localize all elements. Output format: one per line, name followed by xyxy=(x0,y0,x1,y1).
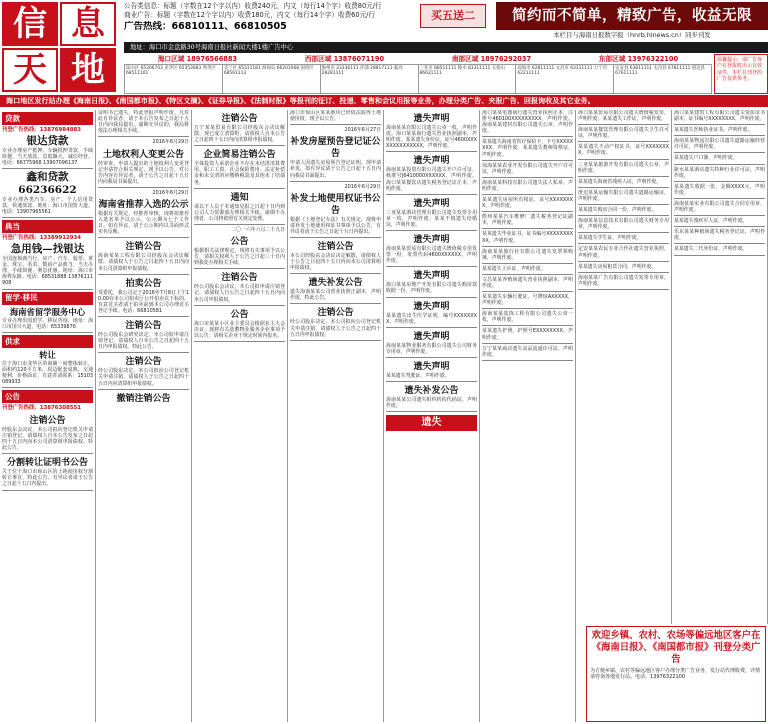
notice-body: 某某遗失残疾军人证，声明作废。 xyxy=(674,218,748,225)
notice-title: 注销公告 xyxy=(221,273,258,284)
office-region: 海口区域 18976566883 xyxy=(157,55,238,63)
notice-body: 某某遗失驾驶证，声明作废。 xyxy=(386,372,450,379)
notice-body: 万宁某某商店遗失食品流通许可证，声明作废。 xyxy=(482,345,573,358)
divider xyxy=(674,152,765,153)
notice-title: 遗失补发公告 xyxy=(404,385,459,396)
notice-body: 经公司股东决定，本公司拟向公司登记机关申请注销，请债权人于公告之日起四十五日内向清算组申报债权。 xyxy=(98,368,189,387)
divider xyxy=(482,325,573,326)
divider xyxy=(674,135,765,136)
ad-phone-line: 刊登广告热线：13389912934 xyxy=(2,235,81,242)
section-header: 公告 xyxy=(2,390,93,403)
column-8 xyxy=(672,110,768,624)
notice-title: 分割转让证明书公告 xyxy=(6,458,88,469)
rate-info xyxy=(124,2,416,40)
divider xyxy=(386,151,477,152)
divider xyxy=(482,246,573,247)
office-cell: 定安县 63811111 屯昌县 67811111 澄迈县 67611111 xyxy=(614,65,712,94)
notice-body: 定安某某农民专业合作社遗失营业执照，声明作废。 xyxy=(578,246,669,259)
notice-body: 儋州某某汽车维修厂遗失税务登记证副本，声明作废。 xyxy=(482,214,573,227)
promo-title: 欢迎乡镇、农村、农场等偏远地区客户在《海南日报》、《南国都市报》刊登分类广告 xyxy=(591,630,761,665)
divider xyxy=(482,211,573,212)
notice-body: 三亚某某酒店管理有限公司遗失发票专用章一枚，声明作废。某某不慎遗失结婚证，声明作废。 xyxy=(386,209,477,228)
divider xyxy=(98,316,189,317)
notice-body: 海南某某餐饮管理有限公司遗失卫生许可证，声明作废。 xyxy=(578,127,669,140)
address-band: 地址：海口市金盘路30号海南日报社新闻大楼1楼广告中心 xyxy=(124,42,768,53)
office-regions xyxy=(124,54,712,64)
divider xyxy=(2,289,93,290)
ad-title: 鑫和贷款66236622 xyxy=(18,171,77,197)
divider xyxy=(578,124,669,125)
notice-body: 某某遗失学生证，声明作废。 xyxy=(578,235,642,242)
ad-subtitle: 海南省留学服务中心 xyxy=(9,306,86,317)
notice-title: 注销公告 xyxy=(29,415,66,426)
notice-body: 海南某某旅行社有限公司遗失发票领购簿，声明作废。 xyxy=(482,248,573,261)
divider xyxy=(98,352,189,353)
divider xyxy=(194,305,285,306)
notice-body: 经股东会决议，本公司拟向登记机关申请注销登记，请债权人自本公告发布之日起四十五日内向本公司清算组申报债权。特此公告。 xyxy=(2,426,93,452)
notice-body: 某某遗失车辆行驶证，号牌琼AXXXXX，声明作废。 xyxy=(482,294,573,307)
notice-body: 陵水某某酒店遗失特种行业许可证，声明作废。 xyxy=(674,166,765,179)
divider xyxy=(578,243,669,244)
divider xyxy=(578,204,669,205)
notice-body: 海南某某有限公司遗失公章一枚，声明作废。海口某某商行遗失营业执照副本，声明作废。某某遗失身份证，证号4600XXXXXXXXXXXXXX，声明作废。 xyxy=(386,125,477,150)
notice-title: 注销公告 xyxy=(125,242,162,253)
notice-date: 2016年6月29日 xyxy=(152,189,189,196)
notice-body: 乐东某某种植场遗失税务登记证，声明作废。 xyxy=(674,229,765,242)
notice-body: 某某遗失收据一张，金额XXXX元，声明作废。 xyxy=(674,183,765,196)
notice-title: 补发土地使用权证书公告 xyxy=(290,193,381,216)
column-2 xyxy=(96,110,192,722)
column-3 xyxy=(192,110,288,722)
brand-char: 信 xyxy=(2,2,58,46)
notice-body: 某某遗失户口簿，声明作废。 xyxy=(674,155,738,162)
ad-subtitle: 转让 xyxy=(39,349,56,360)
column-5 xyxy=(384,110,480,722)
notice-body: 请以下人员于本通知见报之日起十日内到公司人力资源部办理相关手续，逾期不办理者，公司将依照有关规定处理。 xyxy=(194,203,285,222)
notice-title: 通知 xyxy=(230,192,249,203)
divider xyxy=(482,343,573,344)
office-cell: 儋州市 23336111 洋浦 28817111 临高 28281111 xyxy=(321,65,419,94)
notice-body: 全国连锁典当行，房产、汽车、股票、黄金、珠宝、名表、数码产品典当，当天办理，手续简便，利息优惠。地址：海口市海秀东路。电话：68531888 13876111908 xyxy=(2,256,93,287)
notice-body: 专业办理出国留学、移民咨询，地址：海口市国兴大道，电话：65339876 xyxy=(2,317,93,330)
column-4 xyxy=(288,110,384,722)
notice-body: 海口市某某小区业主委员会根据业主大会决议，现将有关选聘物业服务企业事项予以公告，请相关企业于规定时间内报名。 xyxy=(194,320,285,339)
column-7 xyxy=(576,110,672,624)
notice-title: 遗失声明 xyxy=(413,301,450,312)
notice-body: 海南某某投资有限公司遗失开户许可证，核准号J6410000XXXXXX，声明作废。海口某某餐饮店遗失税务登记证正本，声明作废。 xyxy=(386,167,477,192)
notice-body: 受委托，我公司定于2016年7月8日上午10:00在本公司拍卖厅公开拍卖以下标的，有意竞买者请于拍卖前到本公司办理竞买登记手续。电话：66810581 xyxy=(98,289,189,314)
divider xyxy=(578,232,669,233)
service-strip: 海口地区发行站办理《海南日报》、《南国都市报》、《特区文摘》、《证券导报》、《法制时报》等报刊的征订、投递、零售和会议用报等业务，办理分类广告、夹报广告、回报询收及其它业务。 xyxy=(0,95,768,107)
notice-body: 万宁某某贸易有限公司经股东会决议解散，现已成立清算组，请债权人自本公告之日起四十五日内向清算组申报债权。 xyxy=(194,125,285,144)
notice-body: 海口市琼山区某某地块已经依法取得土地使用权，现予以公告。 xyxy=(290,110,381,123)
notice-body: 某某遗失购房合同一份，声明作废。 xyxy=(578,207,657,214)
divider xyxy=(578,176,669,177)
notice-title: 遗失声明 xyxy=(413,198,450,209)
notice-body: 某某遗失二代身份证，声明作废。 xyxy=(674,246,748,253)
notice-body: 海南某某工程有限公司经股东会决议解散，请债权人于公告之日起四十五日内向本公司清算组申报债权。 xyxy=(98,253,189,272)
divider xyxy=(578,289,669,290)
divider xyxy=(386,297,477,298)
divider xyxy=(482,360,573,361)
divider xyxy=(2,168,93,169)
section-header: 留学·移民 xyxy=(2,292,93,305)
divider xyxy=(194,268,285,269)
office-contact-grid xyxy=(124,64,712,94)
promo-body: 为方便乡镇、农村等偏远地区客户办理分类广告业务，发行站代理收费，详情请咨询各地发行站。电话：13976322100 xyxy=(590,668,761,681)
notice-body: 三亚某某旅游开发有限公司遗失公章，声明作废。 xyxy=(578,161,669,174)
notice-body: 海南某某广告有限公司遗失发票专用章，声明作废。 xyxy=(578,274,669,287)
notice-title: 补发房屋预告登记证公告 xyxy=(290,137,381,160)
office-region: 西部区域 13876071190 xyxy=(304,55,385,63)
section-header: 供求 xyxy=(2,335,93,348)
divider xyxy=(194,341,285,342)
notice-date: 2016年6月29日 xyxy=(152,139,189,146)
notice-title: 注销公告 xyxy=(317,308,354,319)
promo-badge: 买五送二 xyxy=(420,4,486,28)
divider xyxy=(578,187,669,188)
notice-body: 海南某某贸易有限公司遗失增值税专用发票一份，发票代码4600XXXXXX，声明作废。 xyxy=(386,246,477,265)
notice-body: 某某遗失毕业证书，证书编号XXXXXXXXXX，声明作废。 xyxy=(482,231,573,244)
divider xyxy=(386,327,477,328)
divider xyxy=(386,230,477,231)
rural-ad-promo xyxy=(586,626,766,722)
divider xyxy=(98,274,189,275)
office-cell: 三亚市 88511111 陵水 83311111 五指山 86621111 xyxy=(419,65,517,94)
notice-body: 根据《土地登记办法》有关规定，现将申请补发土地使用权证书事项予以公告，有异议者请于公告之日起十五日内提出。 xyxy=(290,216,381,235)
notice-body: 某某遗失海南省医疗保险卡，卡号XXXXXXXX，声明作废。某某遗失教师资格证，声明作废。 xyxy=(482,139,573,158)
brand-logo xyxy=(0,0,120,95)
notice-title: 公告 xyxy=(230,237,249,248)
notice-body: 经审查，申请人提出的土地权利人变更登记申请符合相关规定，现予以公告。对公告内容有异议者，请于公告之日起十五日内向我局书面提出。 xyxy=(98,160,189,185)
notice-title: 拍卖公告 xyxy=(125,278,162,289)
divider xyxy=(290,124,381,125)
divider xyxy=(194,188,285,189)
divider xyxy=(482,274,573,275)
divider xyxy=(578,215,669,216)
slogan-banner: 简约而不简单，精致广告，收益无限 xyxy=(496,2,768,30)
notice-body: 海南某某公司遗失组织机构代码证，声明作废。 xyxy=(386,396,477,410)
notice-body: 海口某某电器商行遗失营业执照正本，注册号460100XXXXXXXXX，声明作废。海南某某建材有限公司遗失公章，声明作废。 xyxy=(482,110,573,135)
notice-body: 某某遗失房屋租赁合同，声明作废。 xyxy=(578,263,657,270)
divider xyxy=(578,141,669,142)
divider xyxy=(194,224,285,225)
notice-body: 根据相关法律规定，现将有关事项予以公告，请相关权利人于公告之日起三十日内到我处办理相关手续。 xyxy=(194,248,285,267)
notice-body: 经公司股东会决议，本公司拟申请注销登记，请债权人自公告之日起四十五日内向本公司申报债权。 xyxy=(194,284,285,303)
divider xyxy=(674,198,765,199)
divider xyxy=(290,237,381,238)
notice-title: 遗失补发公告 xyxy=(308,278,363,289)
brand-char: 天 xyxy=(2,48,58,92)
notice-body: 专业办理房产抵押、车辆抵押贷款，手续简便，当天放款，息低额大，诚信经营。电话：66775968 13907096137 xyxy=(2,147,93,166)
notice-title: 土地权利人变更公告 xyxy=(102,149,184,160)
ad-title: 银达贷款 xyxy=(26,134,69,147)
ad-hotline: 广告热线：66810111、66810505 xyxy=(124,20,287,32)
divider xyxy=(482,194,573,195)
divider xyxy=(482,177,573,178)
divider xyxy=(674,164,765,165)
divider xyxy=(386,411,477,412)
notice-body: 某某遗失护照，护照号EXXXXXXXX，声明作废。 xyxy=(482,328,573,341)
divider xyxy=(674,255,765,256)
divider xyxy=(2,490,93,491)
divider xyxy=(578,272,669,273)
notice-body: 经公司股东会研究决定，本公司拟申请注销登记，请债权人自本公告之日起四十五日内申报债权。特此公告。 xyxy=(98,332,189,351)
divider xyxy=(674,181,765,182)
notice-title: 遗失声明 xyxy=(413,361,450,372)
divider xyxy=(98,136,189,137)
office-cell: 琼山区 65306703 龙华区 65353683 秀英区 68511101 xyxy=(125,65,223,94)
notice-body: 位于海口市龙华区的商铺一间整体转让，面积约120平方米，周边配套成熟，交通便利，价格面议，有意者请联系：15103089933 xyxy=(2,360,93,385)
section-header: 贷款 xyxy=(2,112,93,125)
reminder-note: 温馨提示：请广告客户在登报时出示有效证件，本栏目刊登的广告仅供参考。 xyxy=(714,54,768,94)
notice-body: 某某遗失海南省残疾人证，声明作废。 xyxy=(578,178,662,185)
notice-title: 撤销注销公告 xyxy=(116,393,171,404)
notice-title: 遗失声明 xyxy=(413,156,450,167)
section-header: 典当 xyxy=(2,220,93,233)
divider xyxy=(98,389,189,390)
notice-title: 遗失声明 xyxy=(413,235,450,246)
divider xyxy=(2,332,93,333)
notice-body: 某某遗失不动产权证书，证号XXXXXXXX，声明作废。 xyxy=(578,144,669,157)
notice-title: 注销公告 xyxy=(125,321,162,332)
divider xyxy=(482,136,573,137)
divider xyxy=(482,308,573,309)
notice-body: 申请人因遗失房屋预告登记证明，现申请补发，如有异议请于公告之日起十五日内向我局书面提出。 xyxy=(290,160,381,179)
divider xyxy=(2,387,93,388)
divider xyxy=(674,124,765,125)
divider xyxy=(482,291,573,292)
notice-body: 文昌某某养殖场遗失营业执照副本，声明作废。 xyxy=(482,276,573,289)
ad-title: 急用钱—找银达 xyxy=(10,243,85,256)
notice-title: 海南省推荐入选的公示 xyxy=(98,200,189,210)
rate-line: 公告类信息：标题（字数在12个字以内）收费240元，内文（每行14个字）收费80元/行 xyxy=(124,2,382,10)
ad-phone-line: 刊登广告热线：13876984883 xyxy=(2,127,81,133)
divider xyxy=(482,160,573,161)
divider xyxy=(2,453,93,454)
office-cell: 琼海市 62811111 文昌市 63311111 万宁市 62211111 xyxy=(516,65,614,94)
notice-body: 澄迈某某运输有限公司遗失道路运输证，声明作废。 xyxy=(578,189,669,202)
divider xyxy=(386,381,477,382)
divider xyxy=(98,237,189,238)
divider xyxy=(674,243,765,244)
divider xyxy=(290,340,381,341)
notice-body: 海南某某物流有限公司遗失道路运输经营许可证，声明作废。 xyxy=(674,138,765,151)
notice-title: 注销公告 xyxy=(125,357,162,368)
notice-title: 遗失声明 xyxy=(413,331,450,342)
divider xyxy=(2,217,93,218)
divider xyxy=(290,181,381,182)
notice-title: 企业简易注销公告 xyxy=(203,150,276,161)
notice-title: 遗失声明 xyxy=(413,114,450,124)
rate-line: 商业广告：标题（字数在12个字以内）收费180元，内文（每行14个字）收费60元/行 xyxy=(124,11,375,20)
divider xyxy=(194,145,285,146)
notice-body: 全体投资人承诺企业不存在未结清清算费用、职工工资、社会保险费用、法定补偿金和未交清的应缴纳税款及其他未了结债务。 xyxy=(194,161,285,186)
notice-body: 琼海某某农业开发有限公司遗失开户许可证，声明作废。 xyxy=(482,162,573,175)
office-region: 南部区域 18976292037 xyxy=(451,55,532,63)
notice-body: 专业办理各类汽车、房产、个人信用贷款，快速放款，地址：海口市国贸大道。电话：13907965561 xyxy=(2,197,93,216)
notice-title: 遗失声明 xyxy=(413,271,450,282)
notice-body: 海口某某贸易有限公司遗失增值税发票，声明作废。某某遗失工作证，声明作废。 xyxy=(578,110,669,123)
office-cell: 美兰区 65311181 海甸岛 66201068 国贸区 68561113 xyxy=(223,65,321,94)
divider xyxy=(674,226,765,227)
notice-body: 本公司经股东会决议决定解散，请债权人于公告之日起四十五日内向本公司清算组申报债权。 xyxy=(290,253,381,272)
divider xyxy=(482,263,573,264)
divider xyxy=(482,228,573,229)
notice-body: 海南某某实业有限公司遗失合同专用章，声明作废。 xyxy=(674,200,765,214)
notice-body: 关于位于海口市琼山区的土地使用权分割转让事宜，特此公告，有异议者请于公告之日起十五日内提出。 xyxy=(2,469,93,488)
notice-body: 某某遗失医师执业证书，声明作废。 xyxy=(674,127,753,134)
notice-date: 2016年6月27日 xyxy=(344,127,381,134)
notice-date: 2016年6月29日 xyxy=(344,183,381,190)
brand-char: 地 xyxy=(60,48,116,92)
column-1 xyxy=(0,110,96,722)
notice-body: 海南某某信息技术有限公司遗失财务专用章，声明作废。 xyxy=(578,218,669,231)
notice-body: 海口某某建筑工程有限公司遗失资质证书副本，证书编号XXXXXXXX，声明作废。 xyxy=(674,110,765,123)
notice-body: 海口某某房地产开发有限公司遗失购房款收据一份，声明作废。 xyxy=(386,282,477,295)
brand-char: 息 xyxy=(60,2,116,46)
section-banner: 遗失 xyxy=(386,415,477,431)
divider xyxy=(578,159,669,160)
notice-body: 根据有关规定，经推荐审核，现将拟推荐入选名单予以公示，公示期为七个工作日。如有异议，请于公示期内以书面形式实名反映。 xyxy=(98,211,189,236)
notice-title: 注销公告 xyxy=(221,114,258,124)
notice-body: 某某遗失房屋所有权证，证号XXXXXXXX，声明作废。 xyxy=(482,197,573,210)
divider xyxy=(578,261,669,262)
notice-body: 海南某某科技有限公司遗失法人私章，声明作废。 xyxy=(482,179,573,192)
notice-body: 遗失海南某某公司营业执照正副本，声明作废，特此公告。 xyxy=(290,289,381,302)
notice-body: 证明书已遗失，特此登报声明作废。凡对此有异议者，请于本公告发布之日起十五日内向我局提出，逾期无异议的，我局将依法办理相关手续。 xyxy=(98,110,189,135)
notice-body: 海南某某装饰工程有限公司遗失公章一枚，声明作废。 xyxy=(482,311,573,324)
divider xyxy=(674,215,765,216)
notice-body: 经公司股东决定，本公司拟向公司登记机关申请注销，请债权人于公告之日起四十五日内申报债权。 xyxy=(290,319,381,338)
divider xyxy=(386,357,477,358)
divider xyxy=(290,273,381,274)
notice-body: 某某遗失出生医学证明，编号XXXXXXXX，声明作废。 xyxy=(386,312,477,325)
notice-body: 海南某某物业服务有限公司遗失公司财务专用章，声明作废。 xyxy=(386,342,477,355)
notice-date: 二〇一六年六月二十九日 xyxy=(231,226,285,233)
notice-body: 某某遗失士兵证，声明作废。 xyxy=(482,265,546,272)
divider xyxy=(98,187,189,188)
slogan-subtitle: 本栏目与海南日报数字报（hnrb.hinews.cn）同步刊发 xyxy=(553,31,711,39)
divider xyxy=(386,194,477,195)
masthead xyxy=(0,0,768,95)
office-region: 东部区域 13976322100 xyxy=(598,55,679,63)
divider xyxy=(386,266,477,267)
ad-phone-line: 刊登广告热线：13876308551 xyxy=(2,405,81,412)
notice-title: 注销公告 xyxy=(317,242,354,252)
column-6 xyxy=(480,110,576,722)
notice-title: 公告 xyxy=(230,309,249,320)
divider xyxy=(290,303,381,304)
